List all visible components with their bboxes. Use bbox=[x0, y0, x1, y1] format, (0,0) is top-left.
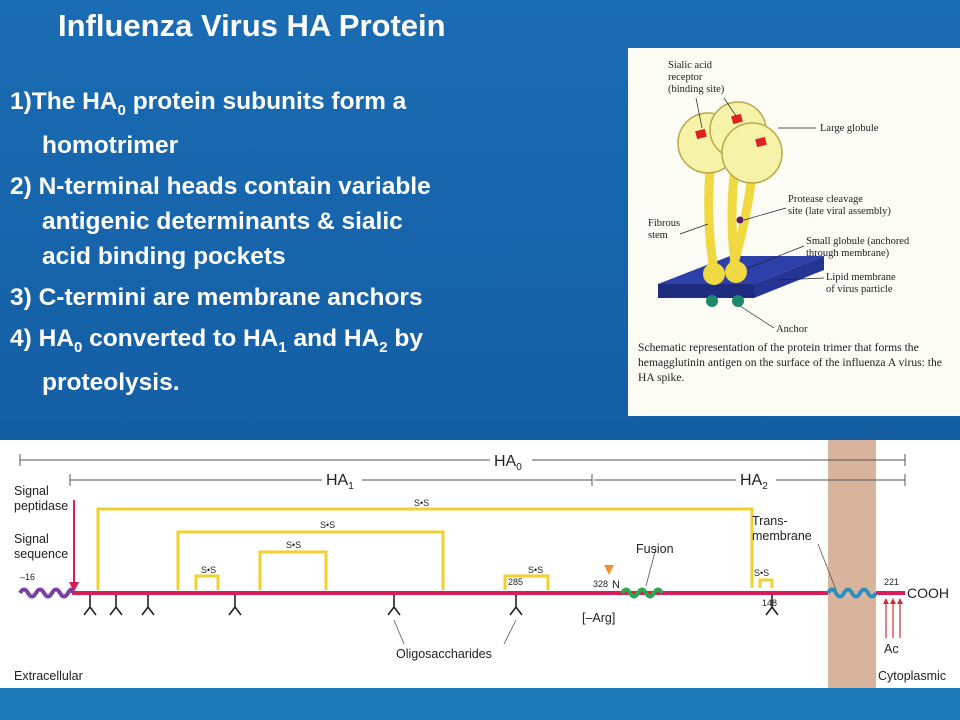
anchor bbox=[706, 295, 718, 307]
bullet-1: 1)The $HA_0$ protein subunits form a homotrimer bbox=[10, 88, 407, 159]
pos-328: 328 bbox=[593, 579, 609, 589]
cleavage-marker bbox=[604, 565, 614, 575]
svg-text:S•S: S•S bbox=[201, 565, 217, 575]
cooh-label: COOH bbox=[907, 585, 949, 601]
small-globule bbox=[703, 263, 725, 285]
transmembrane-label: Trans-membrane bbox=[752, 514, 812, 543]
signal-sequence-label: Signal sequence bbox=[14, 532, 69, 561]
bullet-2: 2) N-terminal heads contain variable antigenic determinants & sialic acid binding pockets bbox=[10, 172, 431, 270]
acylation-arrows bbox=[886, 600, 900, 638]
ha0-span bbox=[20, 454, 905, 466]
ha-spike-figure bbox=[628, 48, 960, 416]
svg-text:S•S: S•S bbox=[286, 540, 302, 550]
ha-spike-illustration bbox=[628, 48, 960, 338]
ha-linear-diagram bbox=[0, 440, 960, 688]
bullet-list bbox=[10, 84, 610, 406]
ha1-label: $HA_1$ bbox=[326, 472, 354, 492]
label-sialic: Sialic acid receptor (binding site) bbox=[668, 60, 725, 95]
slide-title: Influenza Virus HA Protein bbox=[58, 8, 446, 43]
pos-minus16: –16 bbox=[20, 572, 36, 582]
pos-221: 221 bbox=[884, 577, 900, 587]
n-terminus-label: N bbox=[612, 579, 620, 591]
oligosaccharides-label: Oligosaccharides bbox=[396, 647, 492, 661]
ha0-label: $HA_0$ bbox=[494, 453, 522, 473]
svg-text:S•S: S•S bbox=[320, 520, 336, 530]
pos-148: 148 bbox=[762, 598, 778, 608]
ac-label: Ac bbox=[884, 642, 899, 656]
ha2-label: $HA_2$ bbox=[740, 472, 768, 492]
bullet-4: 4) $HA_0$ converted to $HA_1$ and $HA_2$ by proteolysis. bbox=[10, 324, 424, 396]
label-large-globule: Large globule bbox=[820, 123, 879, 134]
signal-peptidase-label: Signal peptidase bbox=[14, 484, 69, 513]
glycosylation-sites bbox=[84, 595, 778, 615]
arg-label: [–Arg] bbox=[582, 611, 616, 625]
cytoplasmic-label: Cytoplasmic bbox=[878, 669, 947, 683]
svg-text:S•S: S•S bbox=[754, 568, 770, 578]
ss-label: S•S bbox=[414, 498, 430, 508]
fibrous-stem bbox=[709, 168, 714, 270]
pos-285: 285 bbox=[508, 577, 524, 587]
label-fibrous-stem: Fibrous stem bbox=[648, 218, 681, 241]
extracellular-label: Extracellular bbox=[14, 669, 83, 683]
figure-caption: Schematic representation of the protein trimer that forms the hemagglutinin antigen on the surface of the influenza A virus: the HA spike. bbox=[638, 341, 942, 384]
label-small-globule: Small globule (anchored through membrane) bbox=[806, 236, 910, 259]
signal-sequence-coil bbox=[20, 590, 72, 597]
svg-text:S•S: S•S bbox=[528, 565, 544, 575]
bullet-3: 3) C-termini are membrane anchors bbox=[10, 283, 423, 311]
fusion-label: Fusion bbox=[636, 542, 674, 556]
label-anchor: Anchor bbox=[776, 324, 808, 335]
protease-site bbox=[737, 217, 744, 224]
cytoplasm-band bbox=[828, 440, 876, 688]
transmembrane-coil bbox=[828, 590, 876, 597]
label-lipid-membrane: Lipid membrane of virus particle bbox=[826, 272, 896, 295]
footer-band bbox=[0, 688, 960, 720]
ha-linear-svg bbox=[0, 440, 960, 688]
label-protease: Protease cleavage site (late viral assembly) bbox=[788, 194, 891, 217]
